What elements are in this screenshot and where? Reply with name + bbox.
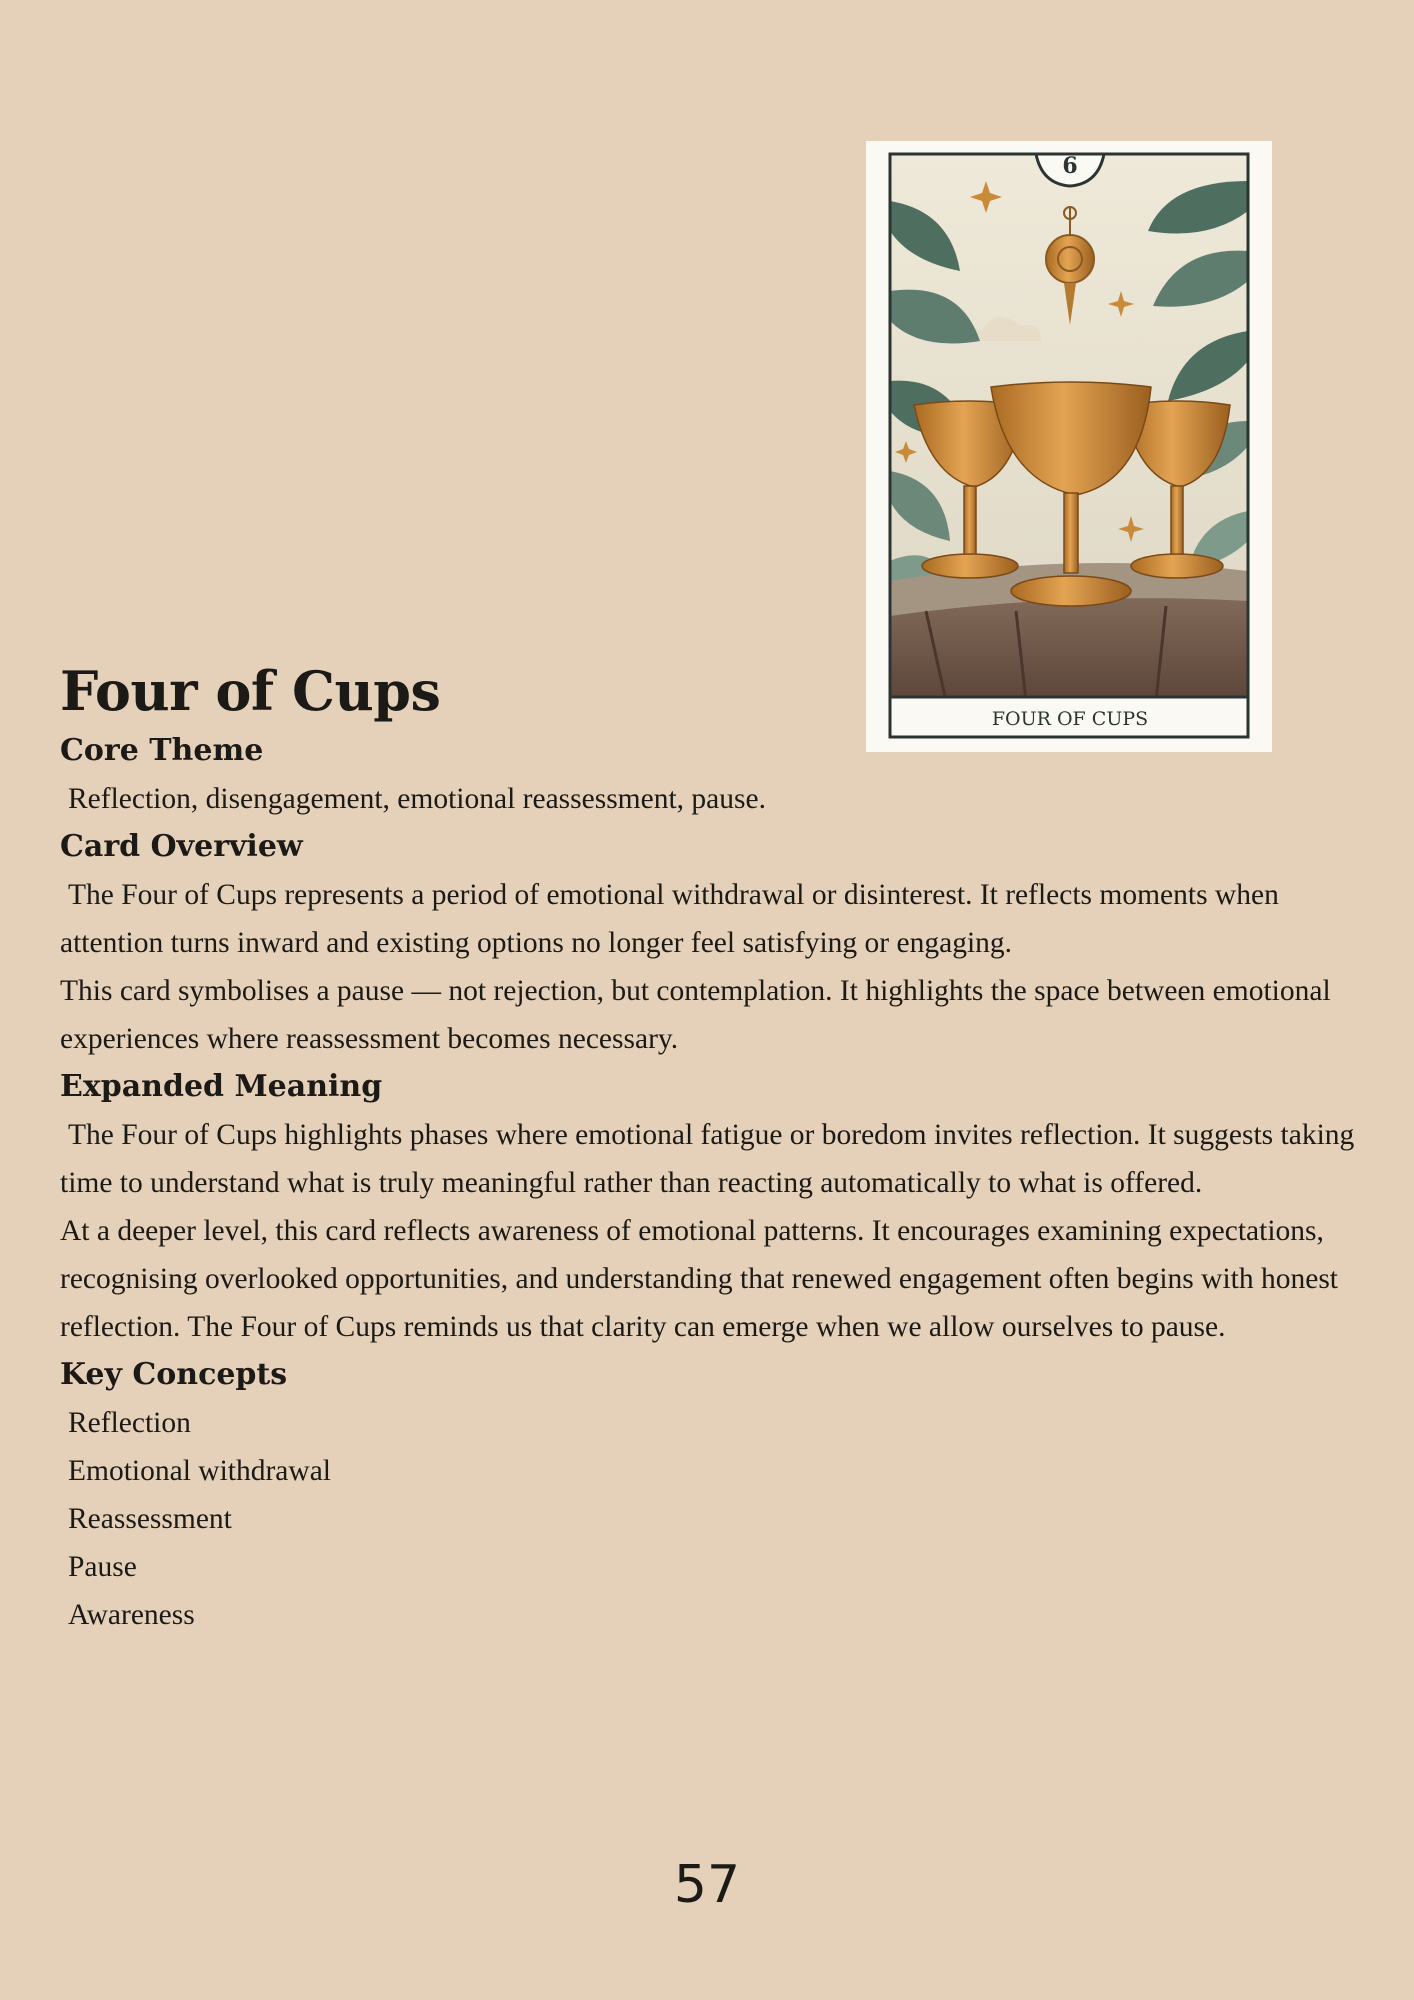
core-theme-heading: Core Theme [60,733,264,768]
core-theme-text: Reflection, disengagement, emotional reassessment, pause. [68,783,766,815]
list-item: Emotional withdrawal [68,1455,331,1487]
list-item: Reassessment [68,1503,232,1535]
list-item: Reflection [68,1407,191,1439]
key-concepts-heading: Key Concepts [60,1357,288,1392]
card-overview-paragraph-1 [60,871,1360,967]
card-number: 6 [1062,153,1078,179]
card-overview-p1-text: The Four of Cups represents a period of emotional withdrawal or disinterest. It reflects moments when attention turns inward and existing options no longer feel satisfying or engaging. [60,879,1279,959]
page-title: Four of Cups [60,659,441,723]
card-overview-heading: Card Overview [60,829,303,864]
list-item: Awareness [68,1599,195,1631]
content [60,655,1360,1639]
card-overview-paragraph-2: This card symbolises a pause — not rejection, but contemplation. It highlights the space between emotional experiences where reassessment becomes necessary. [60,975,1331,1055]
page-number: 57 [673,1855,741,1915]
expanded-meaning-heading: Expanded Meaning [60,1069,383,1104]
card-label: FOUR OF CUPS [991,708,1149,730]
list-item: Pause [68,1551,137,1583]
expanded-meaning-paragraph-1 [60,1111,1360,1207]
key-concepts-list [60,1399,1360,1639]
expanded-meaning-paragraph-2: At a deeper level, this card reflects awareness of emotional patterns. It encourages examining expectations, recognising overlooked opportunities, and understanding that renewed engagement often begins with honest reflection. The Four of Cups reminds us that clarity can emerge when we allow ourselves to pause. [60,1215,1339,1343]
expanded-meaning-p1-text: The Four of Cups highlights phases where emotional fatigue or boredom invites reflection. It suggests taking time to understand what is truly meaningful rather than reacting automatically to what is offered. [60,1119,1355,1199]
